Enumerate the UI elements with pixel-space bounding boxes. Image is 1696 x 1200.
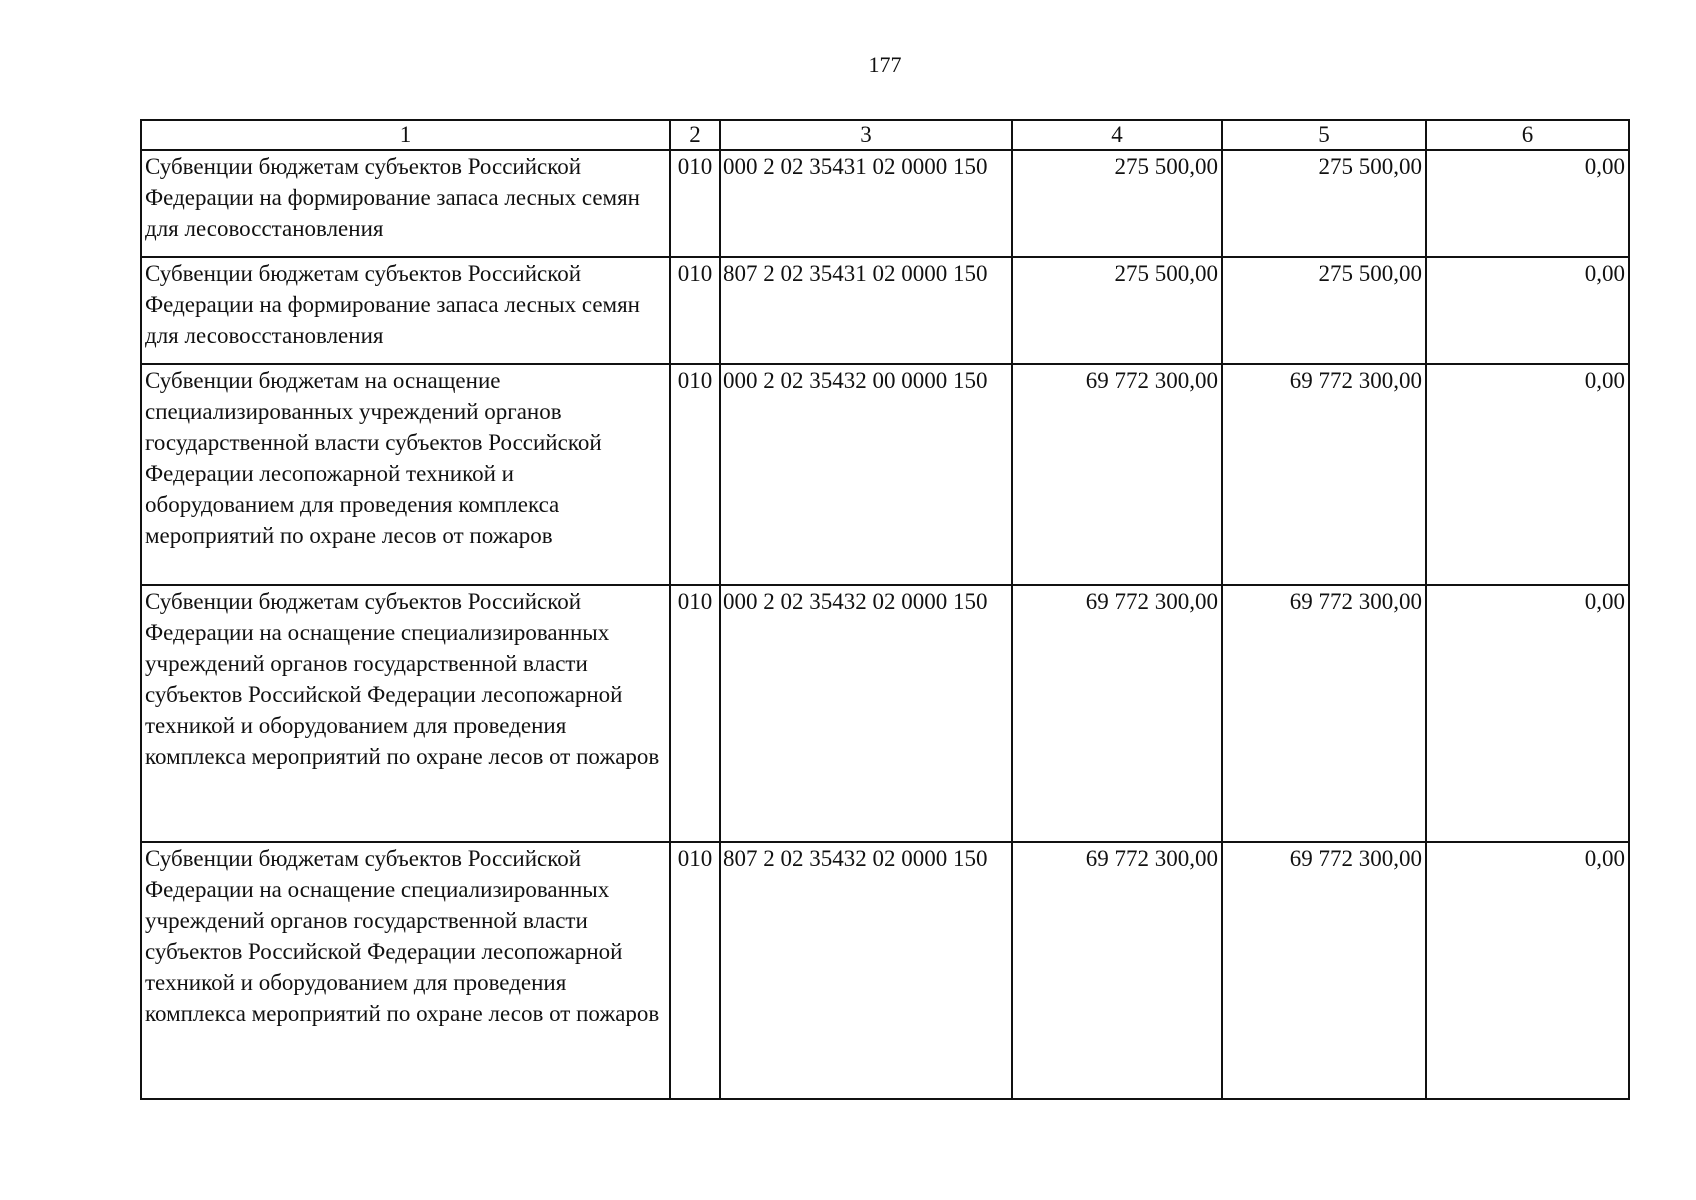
row-name: Субвенции бюджетам субъектов Российской Федерации на формирование запаса лесных семян для лесовосстановления: [141, 150, 670, 257]
row-name: Субвенции бюджетам на оснащение специализированных учреждений органов государственной власти субъектов Российской Федерации лесопожарной техникой и оборудованием для проведения комплекса мероприятий по охране лесов от пожаров: [141, 364, 670, 585]
header-cell: 6: [1426, 120, 1629, 150]
row-col5-value: 69 772 300,00: [1222, 364, 1426, 585]
header-cell: 5: [1222, 120, 1426, 150]
row-col5-value: 69 772 300,00: [1222, 585, 1426, 842]
row-col4-value: 69 772 300,00: [1012, 585, 1222, 842]
header-cell: 3: [720, 120, 1012, 150]
row-name: Субвенции бюджетам субъектов Российской Федерации на оснащение специализированных учреждений органов государственной власти субъектов Российской Федерации лесопожарной техникой и оборудованием для проведения комплекса мероприятий по охране лесов от пожаров: [141, 842, 670, 1099]
table-row: [141, 364, 1629, 585]
row-col6-value: 0,00: [1426, 150, 1629, 257]
table-row: [141, 257, 1629, 364]
row-name: Субвенции бюджетам субъектов Российской Федерации на формирование запаса лесных семян для лесовосстановления: [141, 257, 670, 364]
row-col6-value: 0,00: [1426, 364, 1629, 585]
row-line-code: 010: [670, 150, 720, 257]
row-budget-code: 807 2 02 35431 02 0000 150: [720, 257, 1012, 364]
table-row: [141, 150, 1629, 257]
row-budget-code: 000 2 02 35431 02 0000 150: [720, 150, 1012, 257]
row-col5-value: 69 772 300,00: [1222, 842, 1426, 1099]
budget-table: [140, 119, 1630, 1100]
row-name: Субвенции бюджетам субъектов Российской Федерации на оснащение специализированных учреждений органов государственной власти субъектов Российской Федерации лесопожарной техникой и оборудованием для проведения комплекса мероприятий по охране лесов от пожаров: [141, 585, 670, 842]
header-row: [141, 120, 1629, 150]
page-number: 177: [868, 52, 902, 77]
row-budget-code: 807 2 02 35432 02 0000 150: [720, 842, 1012, 1099]
header-cell: 4: [1012, 120, 1222, 150]
row-budget-code: 000 2 02 35432 02 0000 150: [720, 585, 1012, 842]
row-line-code: 010: [670, 842, 720, 1099]
row-line-code: 010: [670, 364, 720, 585]
row-col6-value: 0,00: [1426, 257, 1629, 364]
table-row: [141, 842, 1629, 1099]
header-cell: 2: [670, 120, 720, 150]
row-col4-value: 69 772 300,00: [1012, 842, 1222, 1099]
row-col6-value: 0,00: [1426, 585, 1629, 842]
row-col4-value: 275 500,00: [1012, 257, 1222, 364]
header-cell: 1: [141, 120, 670, 150]
row-col5-value: 275 500,00: [1222, 257, 1426, 364]
row-col4-value: 275 500,00: [1012, 150, 1222, 257]
row-col5-value: 275 500,00: [1222, 150, 1426, 257]
row-col6-value: 0,00: [1426, 842, 1629, 1099]
row-col4-value: 69 772 300,00: [1012, 364, 1222, 585]
row-line-code: 010: [670, 585, 720, 842]
row-budget-code: 000 2 02 35432 00 0000 150: [720, 364, 1012, 585]
table-row: [141, 585, 1629, 842]
row-line-code: 010: [670, 257, 720, 364]
